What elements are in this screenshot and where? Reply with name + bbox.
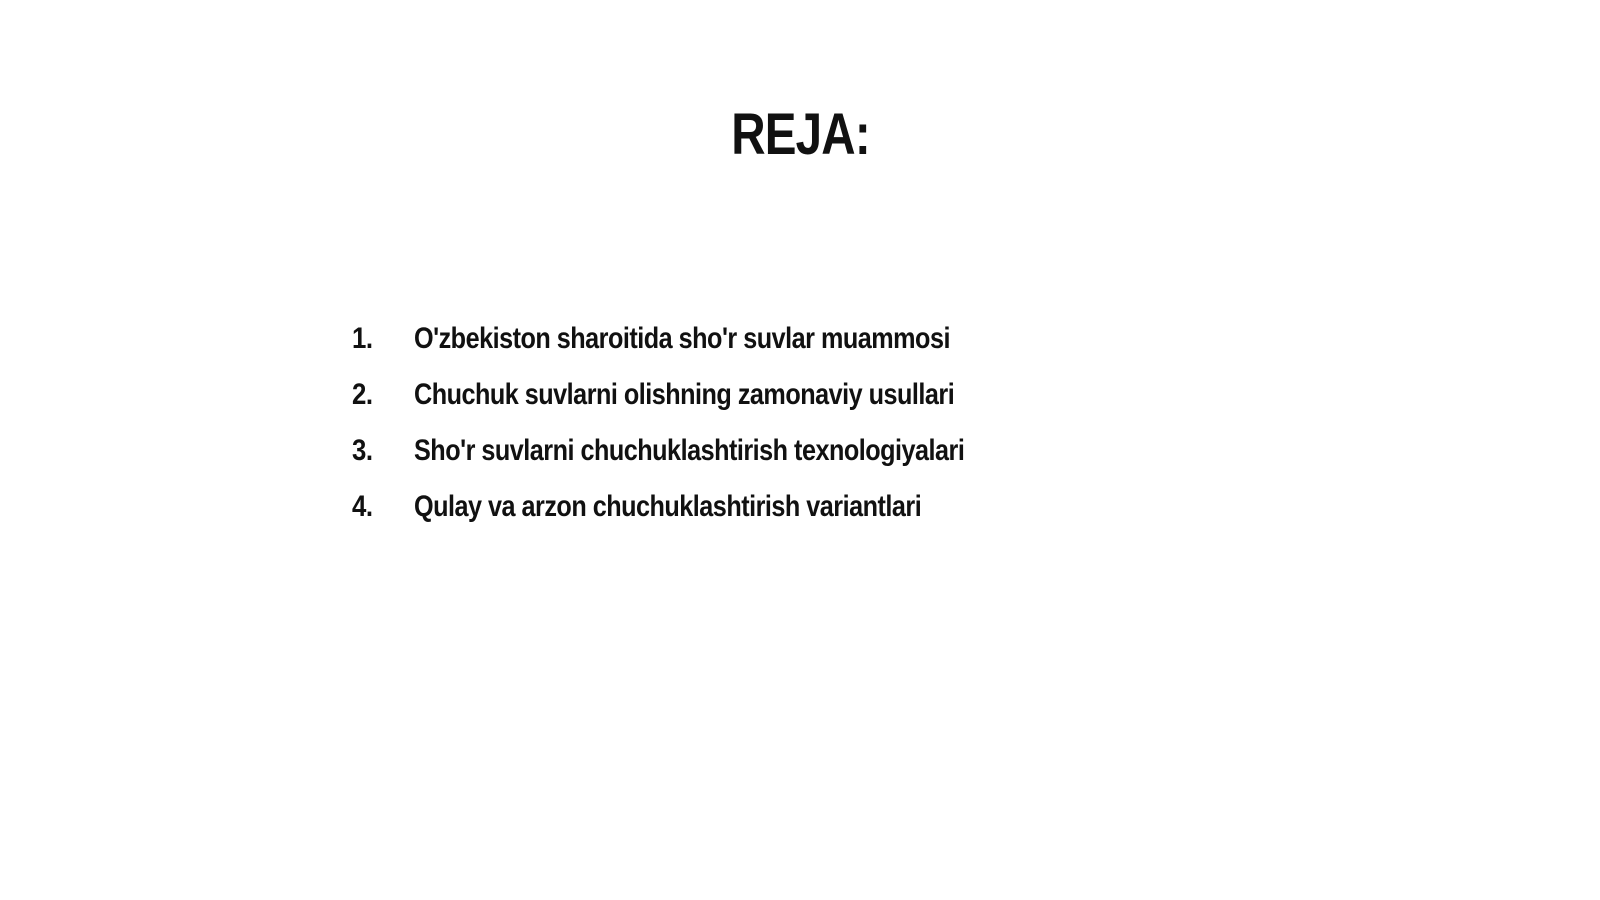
- plan-list: [352, 322, 1069, 546]
- plan-item: [352, 490, 1069, 546]
- plan-item: [352, 378, 1069, 434]
- plan-item: [352, 322, 1069, 378]
- plan-item-text: Sho'r suvlarni chuchuklashtirish texnologiyalari: [414, 434, 965, 467]
- plan-item: [352, 434, 1069, 490]
- plan-item-number: 3.: [352, 434, 373, 467]
- plan-item-number: 4.: [352, 490, 373, 523]
- plan-item-number: 1.: [352, 322, 373, 355]
- plan-item-text: Qulay va arzon chuchuklashtirish variantlari: [414, 490, 922, 523]
- slide-title: REJA:: [731, 102, 870, 167]
- plan-item-number: 2.: [352, 378, 373, 411]
- plan-item-text: O'zbekiston sharoitida sho'r suvlar muammosi: [414, 322, 950, 355]
- plan-item-text: Chuchuk suvlarni olishning zamonaviy usullari: [414, 378, 955, 411]
